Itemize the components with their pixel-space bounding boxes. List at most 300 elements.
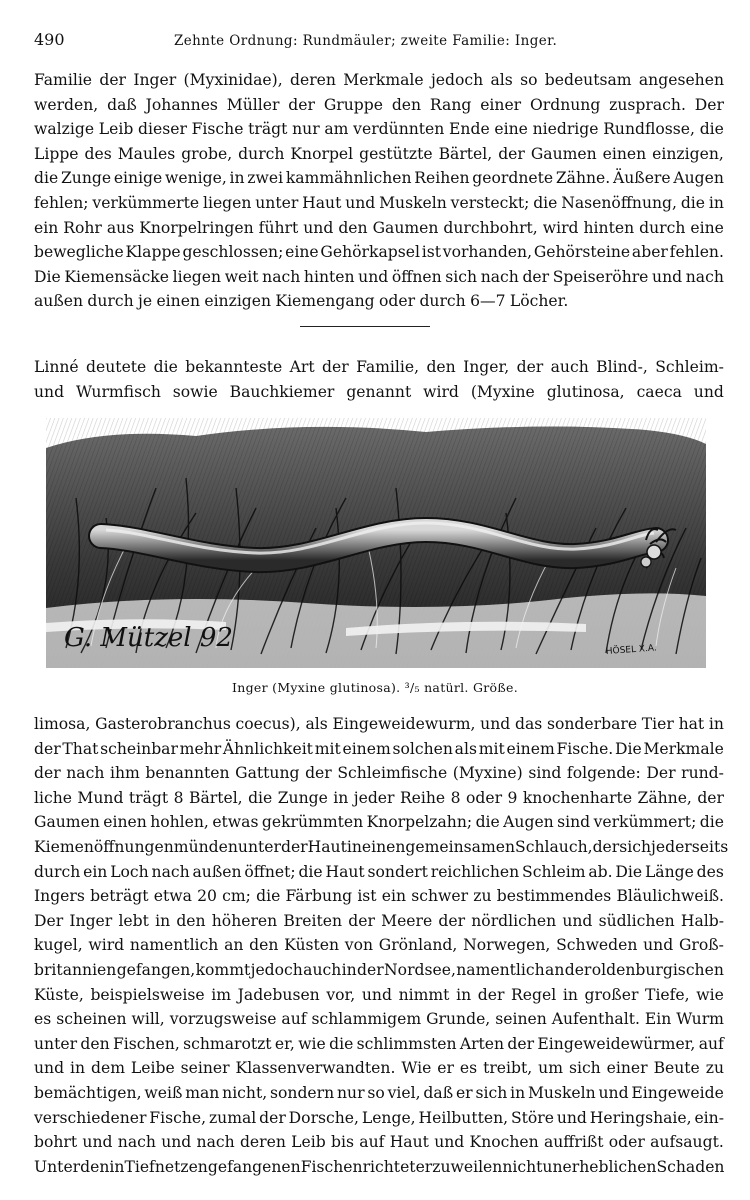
word: schlammigem bbox=[311, 1010, 422, 1029]
word: Löcher. bbox=[509, 292, 569, 311]
word: und bbox=[693, 382, 724, 401]
word: der bbox=[498, 144, 525, 163]
text-line bbox=[34, 240, 724, 265]
word: zumal bbox=[208, 1108, 257, 1127]
word: Rohr bbox=[63, 218, 102, 237]
word: Küste, bbox=[34, 985, 84, 1004]
word: Klassenverwandten. bbox=[235, 1059, 396, 1078]
text-line bbox=[34, 786, 724, 811]
word: wenige, bbox=[165, 169, 227, 188]
word: seiner bbox=[180, 1059, 230, 1078]
word: Augen bbox=[503, 813, 554, 832]
word: walzige bbox=[34, 120, 95, 139]
word: Speiseröhre bbox=[552, 267, 649, 286]
word: britannien bbox=[34, 960, 117, 979]
word: Fische bbox=[191, 120, 244, 139]
word: der bbox=[259, 1108, 286, 1127]
word: der bbox=[288, 95, 315, 114]
word: Gruppe bbox=[323, 95, 383, 114]
word: Dorsche, bbox=[288, 1108, 359, 1127]
word: aber bbox=[631, 243, 668, 262]
paragraph-species-intro bbox=[34, 355, 724, 404]
word: schmarotzt bbox=[183, 1034, 272, 1053]
word: Loch bbox=[110, 862, 149, 881]
word: des bbox=[696, 862, 724, 881]
word: den bbox=[80, 1034, 110, 1053]
text-line bbox=[34, 265, 724, 290]
word: Fische, bbox=[149, 1108, 207, 1127]
word: auf bbox=[359, 1133, 385, 1152]
figure-caption: Inger (Myxine glutinosa). ³/₅ natürl. Größe. bbox=[232, 680, 518, 695]
text-line bbox=[34, 1106, 724, 1131]
word: der bbox=[564, 960, 592, 979]
word: caeca bbox=[636, 382, 682, 401]
text-line bbox=[34, 68, 724, 93]
word: in bbox=[155, 911, 171, 930]
word: etwa bbox=[153, 887, 192, 906]
word: eine bbox=[690, 218, 724, 237]
word: es bbox=[459, 1059, 478, 1078]
word: ein bbox=[83, 862, 108, 881]
word: gefangen, bbox=[116, 960, 196, 979]
word: schwer bbox=[411, 887, 469, 906]
word: Lippe bbox=[34, 144, 79, 163]
word: daß bbox=[423, 1083, 454, 1102]
word: Halb- bbox=[680, 911, 724, 930]
word: der bbox=[322, 358, 349, 376]
word: von bbox=[344, 936, 374, 955]
word: (Myxinidae), bbox=[183, 71, 283, 89]
word: der bbox=[280, 837, 308, 856]
word: Kiemengang bbox=[275, 292, 375, 311]
word: versteckt; bbox=[450, 193, 530, 212]
word: öffnet; bbox=[244, 862, 296, 881]
word: Inger bbox=[133, 71, 177, 89]
word: die bbox=[256, 887, 281, 906]
word: Gaumen bbox=[372, 218, 439, 237]
word: Bärtel, bbox=[188, 788, 243, 807]
word: der bbox=[516, 358, 544, 376]
word: und bbox=[303, 218, 334, 237]
word: Schleim bbox=[522, 862, 586, 881]
word: sondert bbox=[367, 862, 428, 881]
word: auffrißt bbox=[543, 1133, 604, 1152]
word: Inger bbox=[69, 911, 113, 930]
artist-signature: G. Mützel 92 bbox=[64, 623, 233, 653]
word: oder bbox=[608, 1133, 645, 1152]
text-line bbox=[34, 191, 724, 216]
word: und bbox=[598, 1083, 629, 1102]
word: mit bbox=[478, 739, 505, 758]
word: vorzugsweise bbox=[169, 1010, 277, 1029]
word: Die bbox=[34, 267, 61, 286]
word: und bbox=[361, 985, 392, 1004]
word: Die bbox=[615, 739, 642, 758]
word: öffnen bbox=[391, 267, 442, 286]
word: Gaumen bbox=[530, 144, 597, 163]
word: Heilbutten, bbox=[418, 1108, 509, 1127]
word: unter bbox=[237, 837, 281, 856]
paragraph-family-description bbox=[34, 68, 724, 314]
word: Merkmale bbox=[643, 739, 724, 758]
word: als bbox=[454, 739, 477, 758]
word: That bbox=[62, 739, 99, 758]
word: sondern bbox=[270, 1083, 335, 1102]
word: Knorpel bbox=[290, 144, 354, 163]
word: wird bbox=[423, 382, 459, 401]
word: und bbox=[358, 267, 389, 286]
word: in bbox=[708, 193, 724, 212]
word: auch bbox=[303, 960, 342, 979]
word: Wie bbox=[401, 1059, 432, 1078]
word: so bbox=[520, 71, 538, 89]
word: und bbox=[34, 382, 65, 401]
word: in bbox=[229, 169, 245, 188]
word: und bbox=[480, 715, 511, 733]
word: Zunge bbox=[60, 169, 112, 188]
word: Küsten bbox=[284, 936, 340, 955]
word: den bbox=[80, 1157, 110, 1176]
word: Klappe bbox=[125, 243, 181, 262]
word: bestimmendes bbox=[496, 887, 612, 906]
word: hohlen, bbox=[150, 813, 209, 832]
word: richtet bbox=[362, 1157, 416, 1176]
word: mehr bbox=[179, 739, 222, 758]
word: unter bbox=[34, 1034, 78, 1053]
word: Bärtel, bbox=[438, 144, 493, 163]
word: und bbox=[556, 1108, 587, 1127]
word: den bbox=[391, 95, 422, 114]
word: eine bbox=[494, 120, 528, 139]
word: verschiedener bbox=[34, 1108, 147, 1127]
word: die bbox=[680, 193, 706, 212]
word: 8 bbox=[450, 788, 461, 807]
word: der bbox=[34, 764, 61, 783]
word: bekannteste bbox=[185, 358, 283, 376]
word: wie bbox=[298, 1034, 326, 1053]
word: aufsaugt. bbox=[650, 1133, 724, 1152]
word: Äußere bbox=[612, 169, 671, 188]
text-line bbox=[34, 355, 724, 380]
text-line bbox=[34, 166, 724, 191]
word: Merkmale bbox=[343, 71, 424, 89]
text-line bbox=[34, 958, 724, 983]
word: Knochen bbox=[469, 1133, 539, 1152]
word: dem bbox=[90, 1059, 125, 1078]
word: solchen bbox=[392, 739, 453, 758]
word: durch bbox=[238, 144, 285, 163]
word: er bbox=[415, 1157, 433, 1176]
word: will, bbox=[131, 1010, 165, 1029]
word: Ordnung bbox=[529, 95, 601, 114]
word: nicht bbox=[502, 1157, 543, 1176]
text-line bbox=[34, 737, 724, 762]
word: eine bbox=[285, 243, 319, 262]
word: ihm bbox=[109, 764, 140, 783]
word: Augen bbox=[673, 169, 724, 188]
word: grobe, bbox=[181, 144, 233, 163]
word: um bbox=[538, 1059, 564, 1078]
word: viel, bbox=[387, 1083, 421, 1102]
word: zu bbox=[473, 887, 492, 906]
word: in bbox=[456, 985, 472, 1004]
word: Muskeln bbox=[379, 193, 447, 212]
word: kommt bbox=[195, 960, 251, 979]
word: Färbung bbox=[285, 887, 353, 906]
word: einem bbox=[342, 739, 391, 758]
word: Zunge bbox=[277, 788, 328, 807]
word: Zähne, bbox=[637, 788, 692, 807]
word: jedoch bbox=[250, 960, 303, 979]
word: aus bbox=[106, 218, 135, 237]
word: deren bbox=[290, 71, 336, 89]
word: verkümmert; bbox=[593, 813, 697, 832]
text-line bbox=[34, 884, 724, 909]
word: ist bbox=[421, 243, 441, 262]
word: sonderbare bbox=[546, 715, 638, 733]
word: wie bbox=[696, 985, 724, 1004]
word: Lenge, bbox=[361, 1108, 416, 1127]
word: als bbox=[305, 715, 328, 733]
word: der bbox=[34, 739, 61, 758]
word: sich bbox=[445, 267, 478, 286]
word: und bbox=[161, 1133, 192, 1152]
word: Ein bbox=[644, 1010, 672, 1029]
word: nach bbox=[66, 764, 105, 783]
word: geschlossen; bbox=[182, 243, 284, 262]
word: gefangenen bbox=[207, 1157, 301, 1176]
word: lebt bbox=[118, 911, 149, 930]
word: Ähnlichkeit bbox=[222, 739, 313, 758]
word: Inger, bbox=[463, 358, 510, 376]
word: Länge bbox=[644, 862, 694, 881]
word: nur bbox=[292, 120, 320, 139]
word: Leib bbox=[98, 120, 134, 139]
word: liegen bbox=[202, 193, 252, 212]
word: den bbox=[338, 218, 368, 237]
word: namentlich bbox=[456, 960, 545, 979]
word: nördlichen bbox=[471, 911, 557, 930]
word: ab. bbox=[588, 862, 613, 881]
word: einzigen, bbox=[652, 144, 724, 163]
word: Art bbox=[289, 358, 315, 376]
word: jederseits bbox=[651, 837, 729, 856]
word: Der bbox=[34, 911, 64, 930]
word: Muskeln bbox=[527, 1083, 596, 1102]
paragraph-hagfish-details bbox=[34, 712, 729, 1179]
word: Eingeweidewurm, bbox=[332, 715, 476, 733]
word: einem bbox=[506, 739, 555, 758]
word: Kiemensäcke bbox=[64, 267, 169, 286]
word: bemächtigen, bbox=[34, 1083, 142, 1102]
text-line bbox=[34, 1032, 724, 1057]
word: einzigen bbox=[204, 292, 272, 311]
word: bohrt bbox=[34, 1133, 78, 1152]
word: sowie bbox=[172, 382, 218, 401]
word: nimmt bbox=[398, 985, 450, 1004]
word: verdünnten bbox=[353, 120, 445, 139]
text-line bbox=[34, 93, 724, 118]
word: cm; bbox=[222, 887, 251, 906]
word: die bbox=[475, 813, 500, 832]
word: im bbox=[211, 985, 232, 1004]
word: die bbox=[34, 169, 59, 188]
text-line bbox=[34, 1081, 724, 1106]
word: Mund bbox=[77, 788, 124, 807]
word: Jadebusen bbox=[237, 985, 320, 1004]
word: reichlichen bbox=[430, 862, 520, 881]
word: Arten bbox=[459, 1034, 505, 1053]
word: seinen bbox=[495, 1010, 547, 1029]
word: nach bbox=[196, 1133, 235, 1152]
word: fehlen. bbox=[669, 243, 724, 262]
word: Aufenthalt. bbox=[551, 1010, 640, 1029]
word: südlichen bbox=[598, 911, 675, 930]
word: Der bbox=[646, 764, 676, 783]
word: sich bbox=[619, 837, 652, 856]
word: Gaumen bbox=[34, 813, 100, 832]
word: der bbox=[305, 764, 332, 783]
word: den bbox=[249, 936, 279, 955]
word: vorhanden, bbox=[442, 243, 533, 262]
word: schlimmsten bbox=[356, 1034, 457, 1053]
word: durch bbox=[87, 292, 134, 311]
word: in bbox=[70, 1059, 86, 1078]
word: Haut bbox=[307, 837, 347, 856]
text-line bbox=[34, 1155, 724, 1180]
word: einen bbox=[361, 837, 406, 856]
word: Gattung bbox=[235, 764, 300, 783]
word: in bbox=[562, 985, 578, 1004]
word: dieser bbox=[138, 120, 187, 139]
word: Johannes bbox=[145, 95, 218, 114]
text-line bbox=[34, 289, 724, 314]
word: Tier bbox=[641, 715, 674, 733]
word: Rundflosse, bbox=[603, 120, 695, 139]
word: weiß bbox=[144, 1083, 183, 1102]
word: 8 bbox=[173, 788, 184, 807]
word: coecus), bbox=[235, 715, 301, 733]
word: Reihen bbox=[414, 169, 470, 188]
word: in bbox=[109, 1157, 125, 1176]
word: kammähnlichen bbox=[285, 169, 412, 188]
engraver-mark: HÖSEL X.A. bbox=[605, 643, 658, 657]
word: Die bbox=[615, 862, 643, 881]
word: die bbox=[248, 788, 273, 807]
word: deutete bbox=[86, 358, 147, 376]
hagfish-illustration bbox=[46, 418, 706, 668]
section-divider bbox=[300, 326, 430, 327]
word: je bbox=[138, 292, 153, 311]
word: Familie, bbox=[356, 358, 420, 376]
text-line bbox=[34, 810, 724, 835]
word: fehlen; bbox=[34, 193, 89, 212]
word: zuweilen bbox=[432, 1157, 503, 1176]
word: scheinen bbox=[56, 1010, 127, 1029]
word: geordnete bbox=[472, 169, 554, 188]
word: beispielsweise bbox=[90, 985, 205, 1004]
word: Grönland, bbox=[378, 936, 458, 955]
word: Nasenöffnung, bbox=[561, 193, 677, 212]
word: (Myxine) bbox=[452, 764, 523, 783]
word: er bbox=[437, 1059, 454, 1078]
word: die bbox=[699, 813, 724, 832]
word: sich bbox=[568, 1059, 601, 1078]
word: folgende: bbox=[566, 764, 641, 783]
word: ein bbox=[381, 887, 407, 906]
page-number: 490 bbox=[34, 30, 65, 49]
word: Maules bbox=[117, 144, 176, 163]
word: der bbox=[438, 911, 466, 930]
word: glutinosa, bbox=[546, 382, 625, 401]
word: der bbox=[592, 837, 620, 856]
word: außen bbox=[192, 862, 242, 881]
word: oldenburgischen bbox=[591, 960, 724, 979]
text-line bbox=[34, 117, 724, 142]
word: Haut bbox=[302, 193, 342, 212]
word: Groß- bbox=[678, 936, 724, 955]
word: wird bbox=[542, 218, 579, 237]
word: an bbox=[545, 960, 565, 979]
word: Wurm bbox=[676, 1010, 724, 1029]
word: oder bbox=[465, 788, 503, 807]
word: mit bbox=[314, 739, 341, 758]
word: Linné bbox=[34, 358, 79, 376]
word: kugel, bbox=[34, 936, 83, 955]
text-line bbox=[34, 380, 724, 405]
word: außen bbox=[34, 292, 84, 311]
page-header bbox=[34, 30, 722, 56]
word: weit bbox=[224, 267, 259, 286]
word: großer bbox=[584, 985, 639, 1004]
word: Reihe bbox=[399, 788, 446, 807]
word: einen bbox=[156, 292, 200, 311]
word: unerheblichen bbox=[542, 1157, 657, 1176]
word: Familie bbox=[34, 71, 93, 89]
word: Schleimfische bbox=[337, 764, 448, 783]
word: Wurmfisch bbox=[76, 382, 161, 401]
word: einer bbox=[480, 95, 522, 114]
word: 9 bbox=[507, 788, 518, 807]
word: Grunde, bbox=[426, 1010, 491, 1029]
word: Schlauch, bbox=[515, 837, 593, 856]
word: einen bbox=[602, 144, 647, 163]
word: Tiefe, bbox=[645, 985, 690, 1004]
word: gestützte bbox=[359, 144, 433, 163]
word: rund- bbox=[681, 764, 724, 783]
word: Schaden bbox=[656, 1157, 725, 1176]
word: der bbox=[348, 911, 375, 930]
word: Schleim- bbox=[655, 358, 724, 376]
word: zusprach. bbox=[609, 95, 686, 114]
word: der bbox=[357, 960, 384, 979]
word: etwas bbox=[212, 813, 259, 832]
word: vor, bbox=[326, 985, 356, 1004]
word: nach bbox=[480, 267, 519, 286]
word: Eingeweidewürmer, bbox=[537, 1034, 696, 1053]
word: höheren bbox=[211, 911, 278, 930]
word: am bbox=[324, 120, 349, 139]
word: Gehörsteine bbox=[533, 243, 631, 262]
word: die bbox=[699, 120, 724, 139]
word: bewegliche bbox=[34, 243, 124, 262]
word: nach bbox=[262, 267, 301, 286]
word: auf bbox=[281, 1010, 307, 1029]
text-line bbox=[34, 909, 724, 934]
word: der bbox=[522, 267, 550, 286]
word: trägt bbox=[128, 788, 169, 807]
word: durch bbox=[34, 862, 81, 881]
